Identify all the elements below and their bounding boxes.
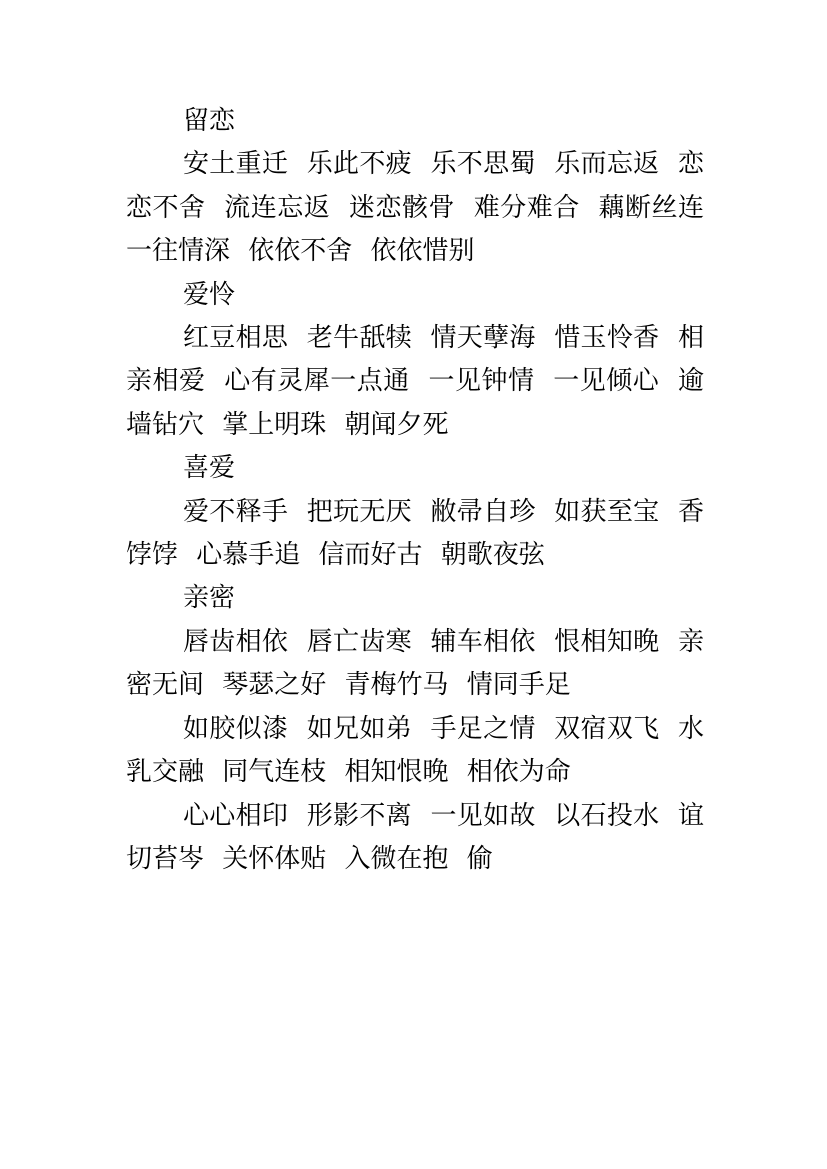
section-paragraph: 安土重迁 乐此不疲 乐不思蜀 乐而忘返 恋恋不舍 流连忘返 迷恋骸骨 难分难合 藕断丝连 一往情深 依依不舍 依依惜别 bbox=[126, 149, 704, 267]
section-paragraph: 如胶似漆 如兄如弟 手足之情 双宿双飞 水乳交融 同气连枝 相知恨晚 相依为命 bbox=[126, 713, 704, 788]
section-paragraph: 唇齿相依 唇亡齿寒 辅车相依 恨相知晚 亲密无间 琴瑟之好 青梅竹马 情同手足 bbox=[126, 626, 704, 701]
section-heading-xiai: 喜爱 bbox=[183, 453, 236, 484]
section-paragraph: 红豆相思 老牛舐犊 情天孽海 惜玉怜香 相亲相爱 心有灵犀一点通 一见钟情 一见倾心 逾墙钻穴 掌上明珠 朝闻夕死 bbox=[126, 323, 704, 440]
section-heading-ailian: 爱怜 bbox=[183, 279, 236, 310]
idiom-list bbox=[126, 100, 704, 881]
section-heading-liulian: 留恋 bbox=[183, 106, 236, 136]
section-paragraph: 心心相印 形影不离 一见如故 以石投水 谊切苔岑 关怀体贴 入微在抱 偷 bbox=[126, 800, 704, 874]
section-paragraph: 爱不释手 把玩无厌 敝帚自珍 如获至宝 香饽饽 心慕手追 信而好古 朝歌夜弦 bbox=[126, 496, 704, 571]
section-heading-qinmi: 亲密 bbox=[183, 583, 236, 614]
